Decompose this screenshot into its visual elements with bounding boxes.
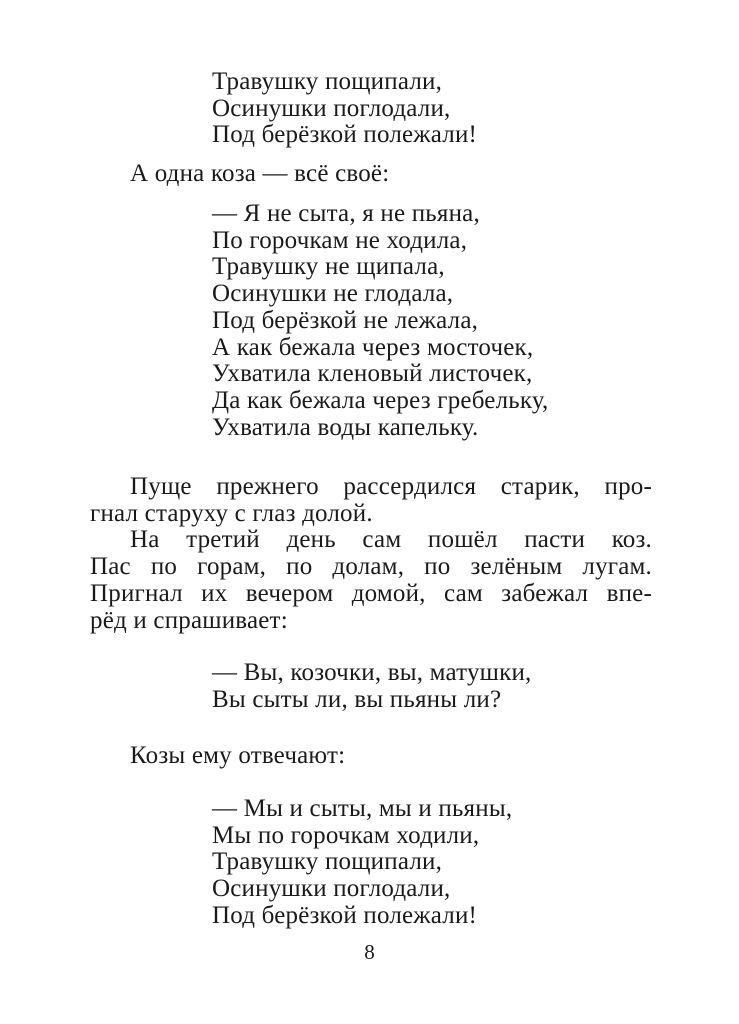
narration-line-goat: А одна коза — всё своё: — [130, 160, 390, 187]
verse-line: Осинушки поглодали, — [212, 875, 451, 903]
prose-line: На третий день сам пошёл пасти коз. — [130, 526, 652, 554]
verse-line: По горочкам не ходила, — [212, 226, 468, 254]
verse-line: — Мы и сыты, мы и пьяны, — [212, 795, 513, 822]
verse-line: Под берёзкой полежали! — [212, 121, 478, 149]
verse-line: Да как бежала через гребельку, — [212, 386, 549, 414]
verse-line: Осинушки поглодали, — [212, 94, 451, 122]
verse-stanza-4 — [212, 796, 512, 930]
verse-line: Травушку не щипала, — [212, 253, 445, 281]
verse-line: Под берёзкой полежали! — [212, 901, 478, 929]
verse-stanza-3 — [212, 660, 532, 713]
page-number: 8 — [364, 940, 375, 964]
verse-stanza-2 — [212, 201, 549, 441]
prose-line: гнал старуху с глаз долой. — [90, 499, 373, 527]
verse-line: — Я не сыта, я не пьяна, — [212, 200, 480, 227]
verse-line: — Вы, козочки, вы, матушки, — [212, 659, 532, 686]
prose-paragraphs — [90, 474, 652, 634]
verse-line: Вы сыты ли, вы пьяны ли? — [212, 685, 502, 713]
verse-stanza-1 — [212, 69, 477, 149]
verse-line: Ухватила кленовый листочек, — [212, 360, 533, 388]
verse-line: Травушку пощипали, — [212, 848, 443, 876]
verse-line: Ухватила воды капельку. — [212, 413, 479, 441]
prose-line: рёд и спрашивает: — [90, 606, 288, 634]
prose-line: Пуще прежнего рассердился старик, про- — [130, 473, 652, 500]
prose-line: Пригнал их вечером домой, сам забежал впе- — [90, 579, 652, 607]
prose-line: Пас по горам, по долам, по зелёным лугам. — [90, 553, 652, 581]
verse-line: А как бежала через мосточек, — [212, 333, 534, 361]
verse-line: Травушку пощипали, — [212, 68, 443, 95]
verse-line: Мы по горочкам ходили, — [212, 821, 480, 849]
verse-line: Под берёзкой не лежала, — [212, 306, 479, 334]
narration-line-answer: Козы ему отвечают: — [130, 742, 346, 769]
verse-line: Осинушки не глодала, — [212, 280, 454, 308]
